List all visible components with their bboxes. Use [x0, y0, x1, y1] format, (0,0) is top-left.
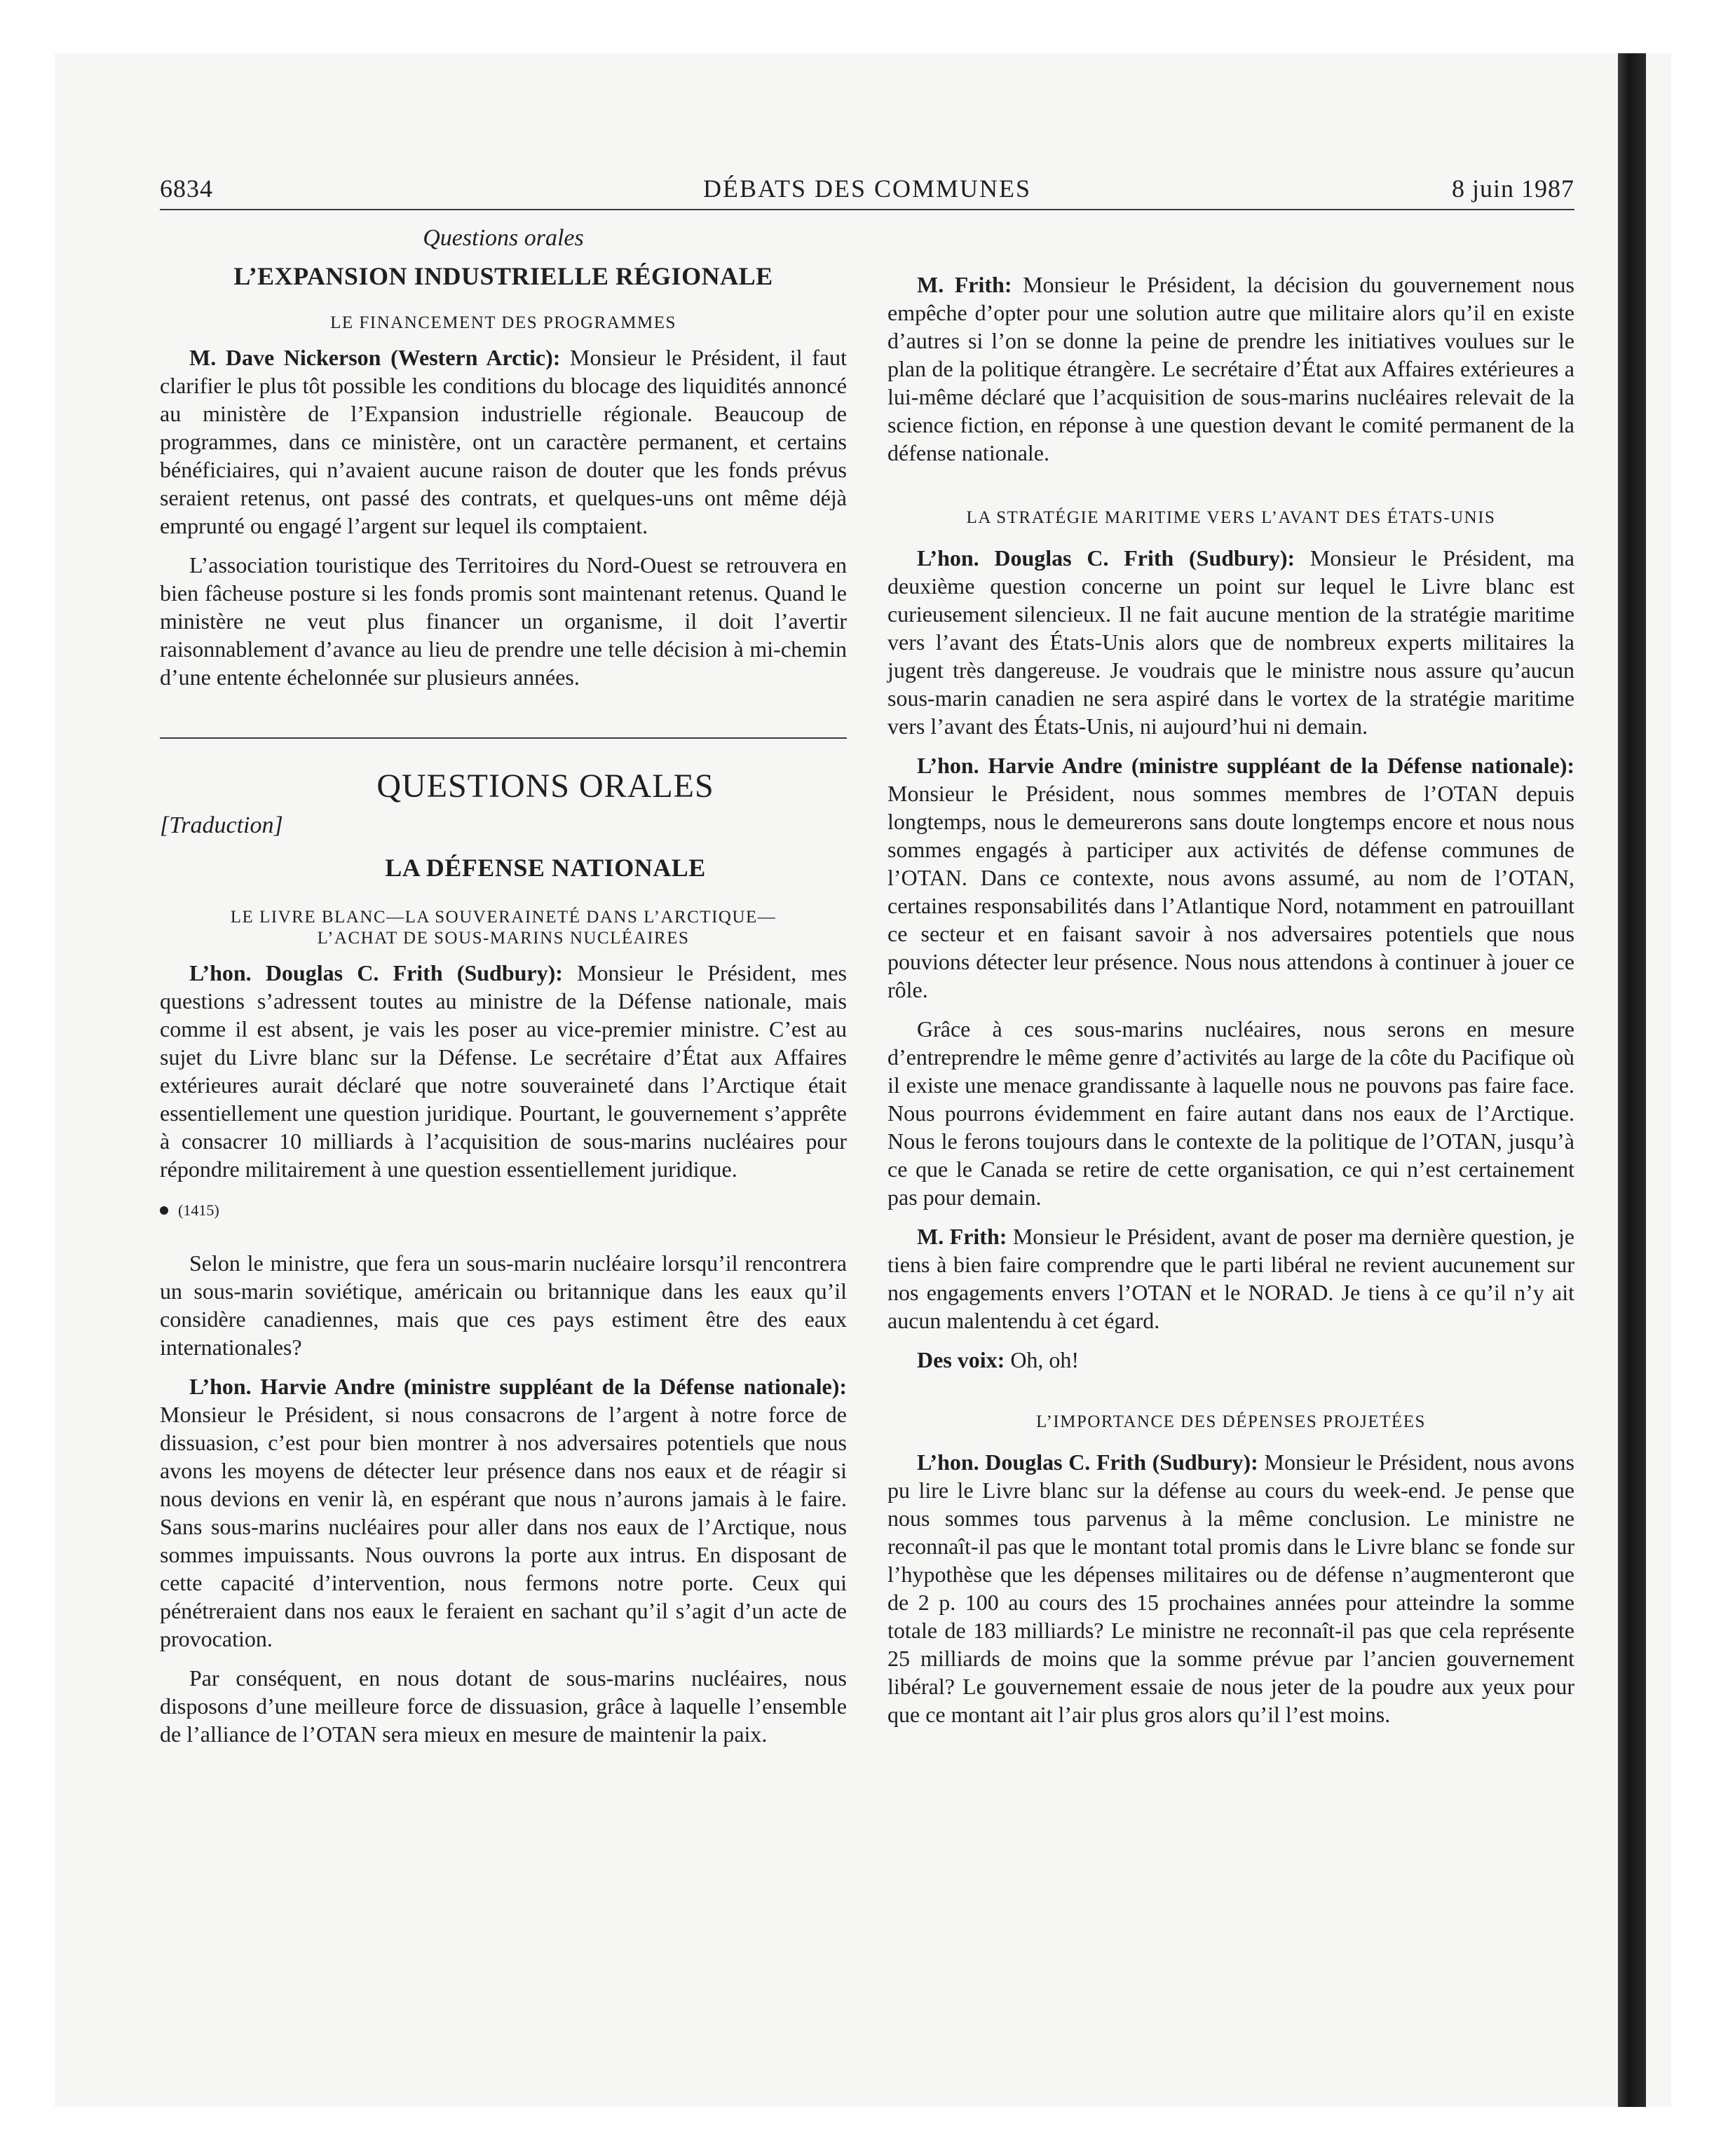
speech-nickerson [160, 343, 847, 540]
subheading-nuclear-submarines: L’ACHAT DE SOUS-MARINS NUCLÉAIRES [317, 929, 690, 948]
rubric-label: Questions orales [423, 225, 584, 251]
speech-text: Monsieur le Président, il faut clarifier le plus tôt possible les conditions du blocage des liquidités annoncé au ministère de l’Expansion industrielle régionale. Beaucoup de programmes, dans ce ministère, ont un caractère permanent, et certains bénéficiaires, qui n’avaient aucune raison de douter que les fonds prévus seraient retenus, ont passé des contrats, et quelques-uns ont même déjà emprunté ou engagé l’argent sur lequel ils comptaient. [160, 345, 848, 538]
time-marker-text: (1415) [178, 1201, 219, 1219]
left-column [160, 223, 847, 1748]
speech-frith-1 [160, 959, 847, 1183]
subheading-maritime-strategy: LA STRATÉGIE MARITIME VERS L’AVANT DES ÉTATS-UNIS [966, 508, 1496, 527]
speaker-name: M. Frith: [917, 1224, 1007, 1249]
speaker-name: M. Frith: [917, 272, 1012, 297]
time-marker [160, 1200, 847, 1221]
subheading-projected-spending: L’IMPORTANCE DES DÉPENSES PROJETÉES [1036, 1412, 1426, 1431]
translation-note: [Traduction] [160, 812, 283, 838]
main-heading-oral-questions: QUESTIONS ORALES [376, 767, 714, 805]
speech-frith-5 [887, 1448, 1574, 1728]
paragraph-deterrence: Par conséquent, en nous dotant de sous-marins nucléaires, nous disposons d’une meilleure force de dissuasion, grâce à laquelle l’ensemble de l’alliance de l’OTAN sera mieux en mesure de maintenir la paix. [160, 1665, 847, 1747]
speech-andre-1 [160, 1372, 847, 1653]
paragraph-minister-question: Selon le ministre, que fera un sous-marin nucléaire lorsqu’il rencontrera un sous-marin soviétique, américain ou britannique dans les eaux qu’il considère canadiennes, mais que ces pays estiment être des eaux internationales? [160, 1250, 847, 1360]
binding-edge [1618, 53, 1646, 2107]
subheading-program-funding: LE FINANCEMENT DES PROGRAMMES [330, 313, 676, 332]
speech-text: Oh, oh! [1005, 1347, 1080, 1372]
page-number: 6834 [160, 175, 213, 203]
speech-frith-4 [887, 1222, 1574, 1335]
bullet-icon [160, 1206, 168, 1215]
speaker-name: L’hon. Harvie Andre (ministre suppléant de la Défense nationale): [917, 753, 1574, 778]
right-column [887, 271, 1574, 1728]
speech-text: Monsieur le Président, nous avons pu lire le Livre blanc sur la défense au cours du week-end. Je pense que nous sommes tous parvenus à la même conclusion. Le ministre ne reconnaît-il pas que le montant total promis dans le Livre blanc se fonde sur l’hypothèse que les dépenses militaires ou de défense n’augmenteront que de 2 p. 100 au cours des 15 prochaines années pour atteindre la somme totale de 183 milliards? Le ministre ne reconnaît-il pas que cela représente 25 milliards de moins que la somme prévue par l’ancien gouvernement libéral? Le gouvernement essaie de nous jeter de la poudre aux yeux pour que ce montant ait l’air plus gros alors qu’il l’est moins. [887, 1449, 1575, 1727]
speech-text: Monsieur le Président, mes questions s’adressent toutes au ministre de la Défense nationale, mais comme il est absent, je vais les poser au vice-premier ministre. C’est au sujet du Livre blanc sur la Défense. Le secrétaire d’État aux Affaires extérieures aurait déclaré que notre souveraineté dans l’Arctique était essentiellement une question juridique. Pourtant, le gouvernement s’apprête à consacrer 10 milliards à l’acquisition de sous-marins nucléaires pour répondre militairement à une question essentiellement juridique. [160, 960, 847, 1182]
running-head [160, 170, 1574, 210]
speaker-name: L’hon. Douglas C. Frith (Sudbury): [917, 545, 1295, 571]
speaker-name: L’hon. Douglas C. Frith (Sudbury): [189, 960, 563, 985]
speech-text: Monsieur le Président, la décision du gouvernement nous empêche d’opter pour une solution autre que militaire alors qu’il en existe d’autres si l’on se donne la peine de prendre les initiatives voulues sur le plan de la politique étrangère. Le secrétaire d’État aux Affaires extérieures a lui-même déclaré que l’acquisition de sous-marins nucléaires relevait de la science fiction, en réponse à une question devant le comité permanent de la défense nationale. [887, 272, 1575, 465]
section-heading-regional-expansion: L’EXPANSION INDUSTRIELLE RÉGIONALE [233, 262, 773, 290]
speaker-name: Des voix: [917, 1347, 1005, 1372]
speech-andre-2 [887, 751, 1574, 1004]
speaker-name: M. Dave Nickerson (Western Arctic): [189, 345, 561, 370]
speech-text: Monsieur le Président, nous sommes membres de l’OTAN depuis longtemps, nous le demeurerons sans doute longtemps encore et nous nous sommes engagés à participer aux activités de défense communes de l’OTAN. Dans ce contexte, nous avons assumé, au nom de l’OTAN, certaines responsabilités dans l’Atlantique Nord, notamment en patrouillant ce secteur et en faisant savoir à nos adversaires potentiels que nous pouvions détecter leur présence. Nous nous attendons à continuer à jouer ce rôle. [887, 781, 1574, 1002]
subheading-white-paper: LE LIVRE BLANC—LA SOUVERAINETÉ DANS L’ARCTIQUE— [230, 908, 777, 927]
issue-date: 8 juin 1987 [1451, 175, 1574, 203]
speech-text: Monsieur le Président, si nous consacrons de l’argent à notre force de dissuasion, c’est pour bien montrer à nos adversaires potentiels que nous avons les moyens de détecter leur présence dans nos eaux et de réagir si nous devions en venir là, en espérant que nous n’aurons jamais à le faire. Sans sous-marins nucléaires pour aller dans nos eaux de l’Arctique, nous sommes impuissants. Nous ouvrons la porte aux intrus. En disposant de cette capacité d’intervention, nous fermons notre porte. Ceux qui pénétreraient dans nos eaux le feraient en sachant qu’il s’agit d’un acte de provocation. [160, 1402, 847, 1651]
speaker-name: L’hon. Douglas C. Frith (Sudbury): [917, 1449, 1258, 1475]
paragraph-tourism-association: L’association touristique des Territoires du Nord-Ouest se retrouvera en bien fâcheuse posture si les fonds promis sont maintenant retenus. Quand le ministère ne veut plus financer un organisme, il doit l’avertir raisonnablement d’avance au lieu de prendre une telle décision à mi-chemin d’une entente échelonnée sur plusieurs années. [160, 552, 847, 690]
paragraph-pacific-coast: Grâce à ces sous-marins nucléaires, nous serons en mesure d’entreprendre le même genre d’activités au large de la côte du Pacifique où il existe une menace grandissante à laquelle nous ne pouvons pas faire face. Nous pourrons évidemment en faire autant dans nos eaux de l’Arctique. Nous le ferons toujours dans le contexte de la politique de l’OTAN, jusqu’à ce que le Canada se retire de cette organisation, ce qui n’est certainement pas pour demain. [887, 1016, 1574, 1210]
speaker-name: L’hon. Harvie Andre (ministre suppléant de la Défense nationale): [189, 1374, 847, 1399]
speech-text: Monsieur le Président, avant de poser ma dernière question, je tiens à bien faire comprendre que le parti libéral ne revient aucunement sur nos engagements envers l’OTAN et le NORAD. Je tiens à ce qu’il n’y ait aucun malentendu à cet égard. [887, 1224, 1575, 1333]
speech-frith-2 [887, 271, 1574, 467]
section-divider [160, 737, 847, 739]
speech-text: Monsieur le Président, ma deuxième question concerne un point sur lequel le Livre blanc est curieusement silencieux. Il ne fait aucune mention de la stratégie maritime vers l’avant des États-Unis alors que de nombreux experts militaires la jugent très dangereuse. Je voudrais que le ministre nous assure qu’aucun sous-marin canadien ne sera aspiré dans le vortex de la stratégie maritime vers l’avant des États-Unis, ni aujourd’hui ni demain. [887, 545, 1575, 739]
speech-frith-3 [887, 544, 1574, 740]
journal-title: DÉBATS DES COMMUNES [702, 175, 1032, 203]
section-heading-national-defence: LA DÉFENSE NATIONALE [385, 854, 706, 882]
interjection-voices [887, 1346, 1574, 1374]
oral-questions-header [160, 767, 847, 837]
